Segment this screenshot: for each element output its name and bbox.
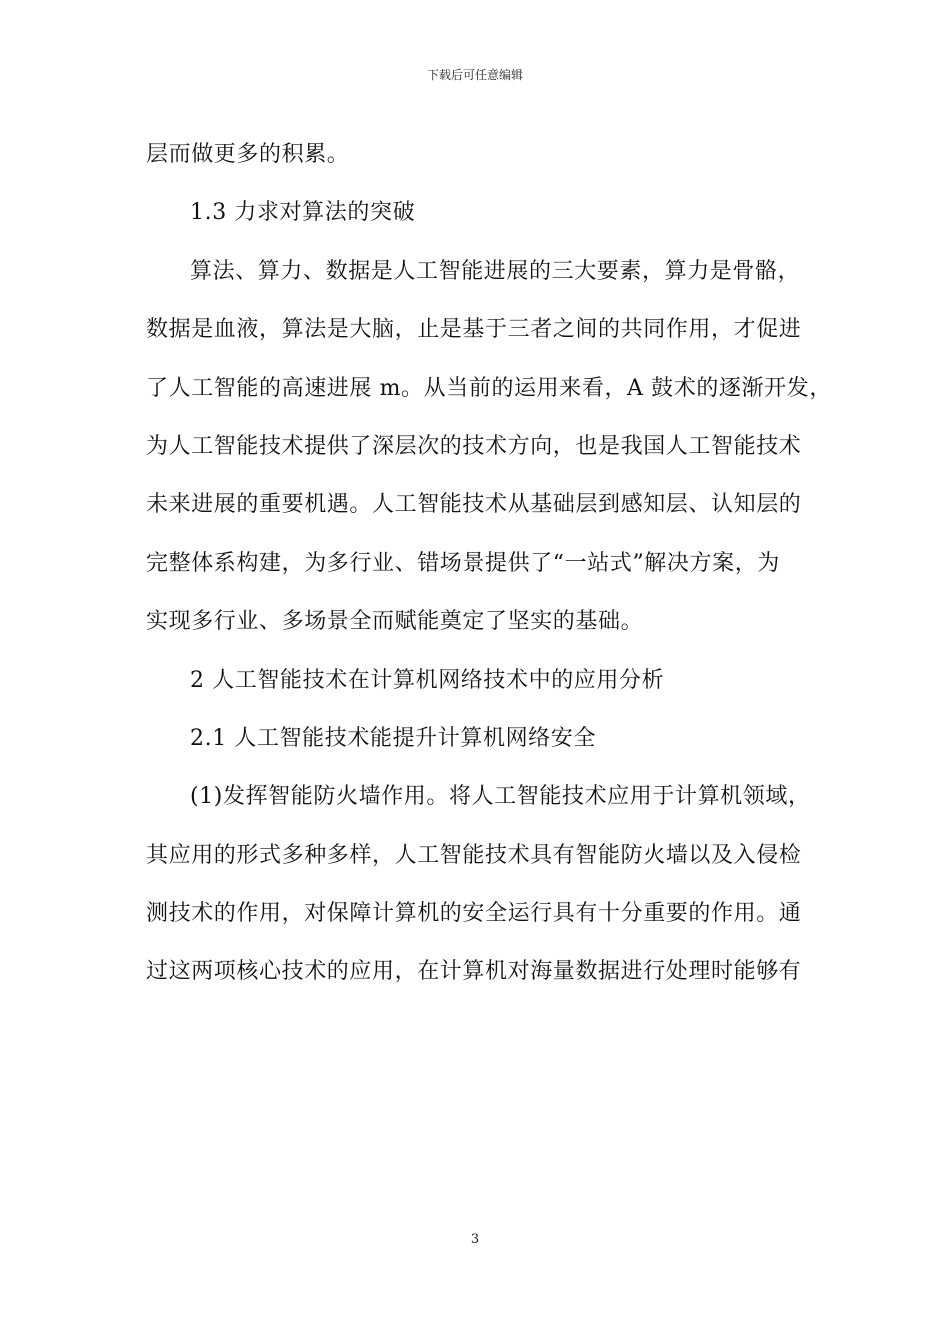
text-line: 测技术的作用，对保障计算机的安全运行具有十分重要的作用。通 — [146, 901, 802, 927]
page-number: 3 — [470, 1232, 480, 1247]
text-line: (1)发挥智能防火墙作用。将人工智能技术应用于计算机领域， — [190, 784, 811, 810]
text-line: 未来进展的重要机遇。人工智能技术从基础层到感知层、认知层的 — [146, 492, 802, 518]
section-heading-2-1: 2.1 人工智能技术能提升计算机网络安全 — [190, 725, 596, 751]
text-line: 为人工智能技术提供了深层次的技术方向，也是我国人工智能技术 — [146, 433, 802, 459]
text-line: 了人工智能的高速进展 m。从当前的运用来看，A 鼓术的逐渐开发， — [146, 375, 832, 401]
text-line: 完整体系构建，为多行业、错场景提供了“一站式”解决方案，为 — [146, 550, 780, 576]
page-header: 下载后可任意编辑 — [426, 68, 523, 82]
text-line: 层而做更多的积累。 — [146, 142, 350, 167]
section-heading-1-3: 1.3 力求对算法的突破 — [190, 200, 416, 226]
text-line: 实现多行业、多场景全而赋能奠定了坚实的基础。 — [146, 609, 644, 635]
text-line: 数据是血液，算法是大脑，止是基于三者之间的共同作用，才促进 — [146, 317, 802, 343]
text-line: 过这两项核心技术的应用，在计算机对海量数据进行处理时能够有 — [146, 959, 802, 985]
document-body — [146, 126, 832, 1002]
text-line: 其应用的形式多种多样，人工智能技术具有智能防火墙以及入侵检 — [146, 842, 802, 868]
section-heading-2: 2 人工智能技术在计算机网络技术中的应用分析 — [190, 667, 665, 693]
text-line: 算法、算力、数据是人工智能进展的三大要素，算力是骨骼， — [190, 258, 801, 284]
